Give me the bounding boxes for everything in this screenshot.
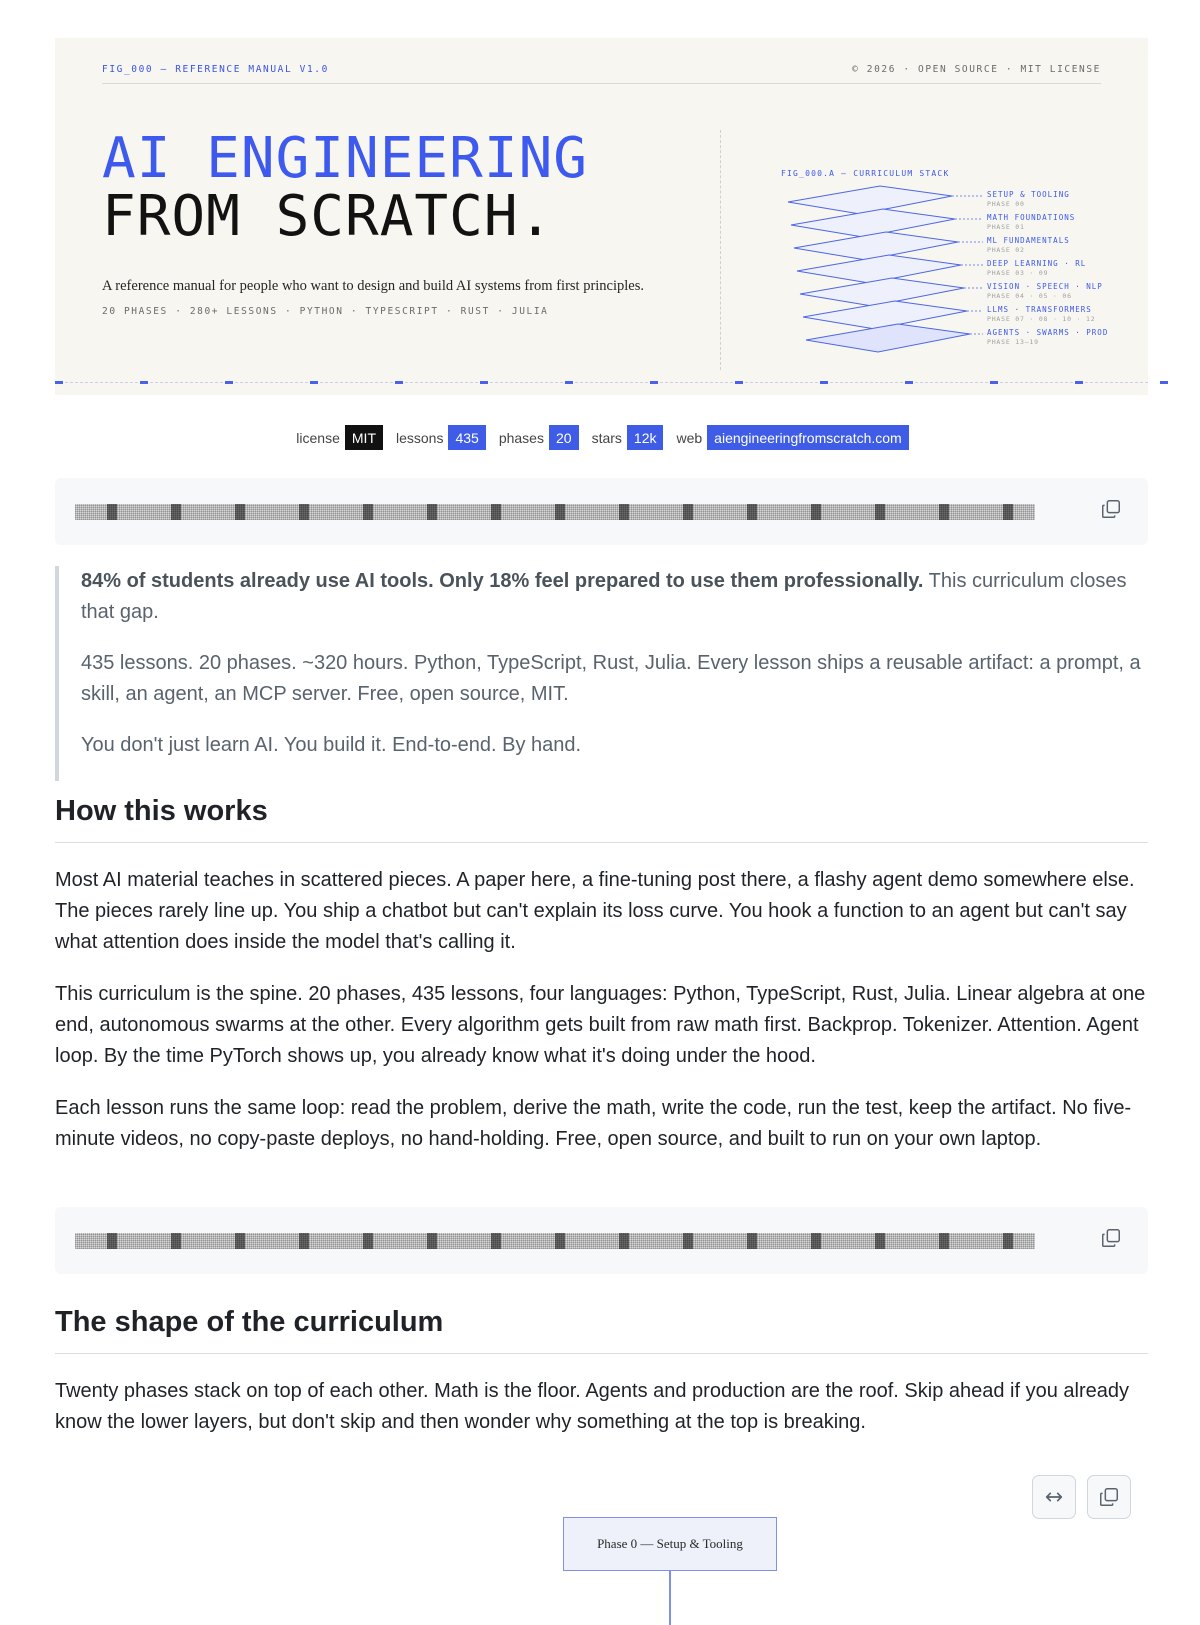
ruler-tick xyxy=(565,381,573,384)
quote-bold: 84% of students already use AI tools. Only 18% feel prepared to use them professionally. xyxy=(81,570,924,592)
code-block xyxy=(55,1207,1148,1274)
hero-title-line-2: FROM SCRATCH. xyxy=(102,184,554,249)
expand-diagram-button[interactable] xyxy=(1032,1475,1076,1519)
stack-layer-phase: PHASE 01 xyxy=(987,223,1025,231)
hero-tagline: A reference manual for people who want to design and build AI systems from first principles. xyxy=(102,278,645,294)
code-content-obscured xyxy=(75,504,1035,520)
intro-blockquote xyxy=(55,566,1148,781)
hero-header xyxy=(102,64,1101,84)
copy-icon xyxy=(1100,1227,1122,1249)
quote-rest: This curriculum closes that gap. xyxy=(81,570,1127,623)
stack-layer-phase: PHASE 02 xyxy=(987,246,1025,254)
ruler-tick xyxy=(820,381,828,384)
ruler-tick xyxy=(395,381,403,384)
badge-key: stars xyxy=(591,429,622,446)
ruler-tick xyxy=(310,381,318,384)
code-content-obscured xyxy=(75,1233,1035,1249)
stack-layers xyxy=(788,186,1108,352)
stack-layer-name: LLMS · TRANSFORMERS xyxy=(987,305,1092,314)
stack-layer-name: VISION · SPEECH · NLP xyxy=(987,282,1103,291)
copy-button[interactable] xyxy=(1100,498,1126,524)
stack-layer-shape xyxy=(797,255,961,283)
stack-layer-shape xyxy=(803,301,967,329)
stack-layer-shape xyxy=(800,278,964,306)
stack-layer-shape xyxy=(794,232,958,260)
badge-key: web xyxy=(676,429,703,446)
ruler-tick xyxy=(1075,381,1083,384)
badge-phases[interactable] xyxy=(494,425,579,450)
stack-layer-name: MATH FOUNDATIONS xyxy=(987,213,1076,222)
copy-diagram-button[interactable] xyxy=(1087,1475,1131,1519)
badge-key: license xyxy=(296,429,340,446)
horizontal-arrows-icon xyxy=(1043,1486,1065,1508)
badge-value: 20 xyxy=(549,425,579,450)
copy-icon xyxy=(1098,1486,1120,1508)
how-paragraph-1: Most AI material teaches in scattered pieces. A paper here, a fine-tuning post there, a flashy agent demo somewhere else. The pieces rarely line up. You ship a chatbot but can't explain its loss curve. You hook a function to an agent but can't say what attention does inside the model that's calling it. xyxy=(55,869,1135,953)
quote-paragraph-1 xyxy=(81,566,1148,628)
stack-layer-shape xyxy=(791,209,955,237)
hero-banner xyxy=(55,38,1148,395)
ruler-tick xyxy=(480,381,488,384)
badge-value: MIT xyxy=(345,425,383,450)
stack-layer-phase: PHASE 07 · 08 · 10 · 12 xyxy=(987,315,1096,323)
fig-label: FIG_000 — REFERENCE MANUAL V1.0 xyxy=(102,64,329,75)
badge-value: aiengineeringfromscratch.com xyxy=(707,425,909,450)
stack-layer-name: ML FUNDAMENTALS xyxy=(987,236,1070,245)
ruler-tick xyxy=(140,381,148,384)
badge-key: lessons xyxy=(396,429,444,446)
badge-lessons[interactable] xyxy=(391,425,486,450)
how-paragraph-2: This curriculum is the spine. 20 phases, 435 lessons, four languages: Python, TypeScript, Rust, Julia. Linear algebra at one end, autonomous swarms at the other. Every algorithm gets built from raw math first. Backprop. Tokenizer. Attention. Agent loop. By the time PyTorch shows up, you already know what it's doing under the hood. xyxy=(55,983,1146,1067)
ruler-tick xyxy=(990,381,998,384)
badge-value: 435 xyxy=(448,425,485,450)
stack-layer-shape xyxy=(806,324,970,352)
copyright-label: © 2026 · OPEN SOURCE · MIT LICENSE xyxy=(852,64,1101,75)
diagram-node-phase-0: Phase 0 — Setup & Tooling xyxy=(563,1517,777,1571)
badge-key: phases xyxy=(498,429,544,446)
shape-paragraph-1: Twenty phases stack on top of each other. Math is the floor. Agents and production are the roof. Skip ahead if you already know the lower layers, but don't skip and then wonder why something at the top is breaking. xyxy=(55,1380,1130,1433)
ruler-tick xyxy=(905,381,913,384)
stack-title: FIG_000.A — CURRICULUM STACK xyxy=(781,169,950,178)
stack-layer-phase: PHASE 00 xyxy=(987,200,1025,208)
stack-layer-phase: PHASE 13–19 xyxy=(987,338,1039,346)
stack-layer-name: SETUP & TOOLING xyxy=(987,190,1070,199)
ruler-tick xyxy=(55,381,63,384)
ruler-tick xyxy=(735,381,743,384)
stack-layer-shape xyxy=(788,186,952,214)
badge-license[interactable] xyxy=(291,425,383,450)
badge-row xyxy=(0,425,1200,450)
copy-icon xyxy=(1100,498,1122,520)
ruler-tick xyxy=(225,381,233,384)
hero-title-line-1: AI ENGINEERING xyxy=(102,126,589,191)
badge-stars[interactable] xyxy=(587,425,664,450)
stack-layer-phase: PHASE 04 · 05 · 06 xyxy=(987,292,1072,300)
copy-button[interactable] xyxy=(1100,1227,1126,1253)
badge-value: 12k xyxy=(627,425,664,450)
stack-layer-name: DEEP LEARNING · RL xyxy=(987,259,1087,268)
heading-how-this-works: How this works xyxy=(55,795,1148,843)
hero-tick-ruler xyxy=(55,373,1148,383)
code-block xyxy=(55,478,1148,545)
stack-layer-name: AGENTS · SWARMS · PROD xyxy=(987,328,1109,337)
diagram-connector xyxy=(669,1571,671,1625)
how-paragraph-3: Each lesson runs the same loop: read the problem, derive the math, write the code, run the test, keep the artifact. No five-minute videos, no copy-paste deploys, no hand-holding. Free, open source, and built to run on your own laptop. xyxy=(55,1097,1132,1150)
quote-paragraph-3: You don't just learn AI. You build it. End-to-end. By hand. xyxy=(81,734,582,756)
quote-paragraph-2: 435 lessons. 20 phases. ~320 hours. Python, TypeScript, Rust, Julia. Every lesson ships a reusable artifact: a prompt, a skill, an agent, an MCP server. Free, open source, MIT. xyxy=(81,652,1141,705)
hero-divider xyxy=(720,130,721,370)
curriculum-stack-diagram xyxy=(745,128,1145,368)
hero-title xyxy=(102,126,589,249)
heading-shape-of-curriculum: The shape of the curriculum xyxy=(55,1306,1148,1354)
hero-meta: 20 PHASES · 280+ LESSONS · PYTHON · TYPESCRIPT · RUST · JULIA xyxy=(102,306,549,317)
ruler-tick xyxy=(1160,381,1168,384)
ruler-tick xyxy=(650,381,658,384)
stack-layer-phase: PHASE 03 · 09 xyxy=(987,269,1049,277)
badge-web[interactable] xyxy=(671,425,908,450)
